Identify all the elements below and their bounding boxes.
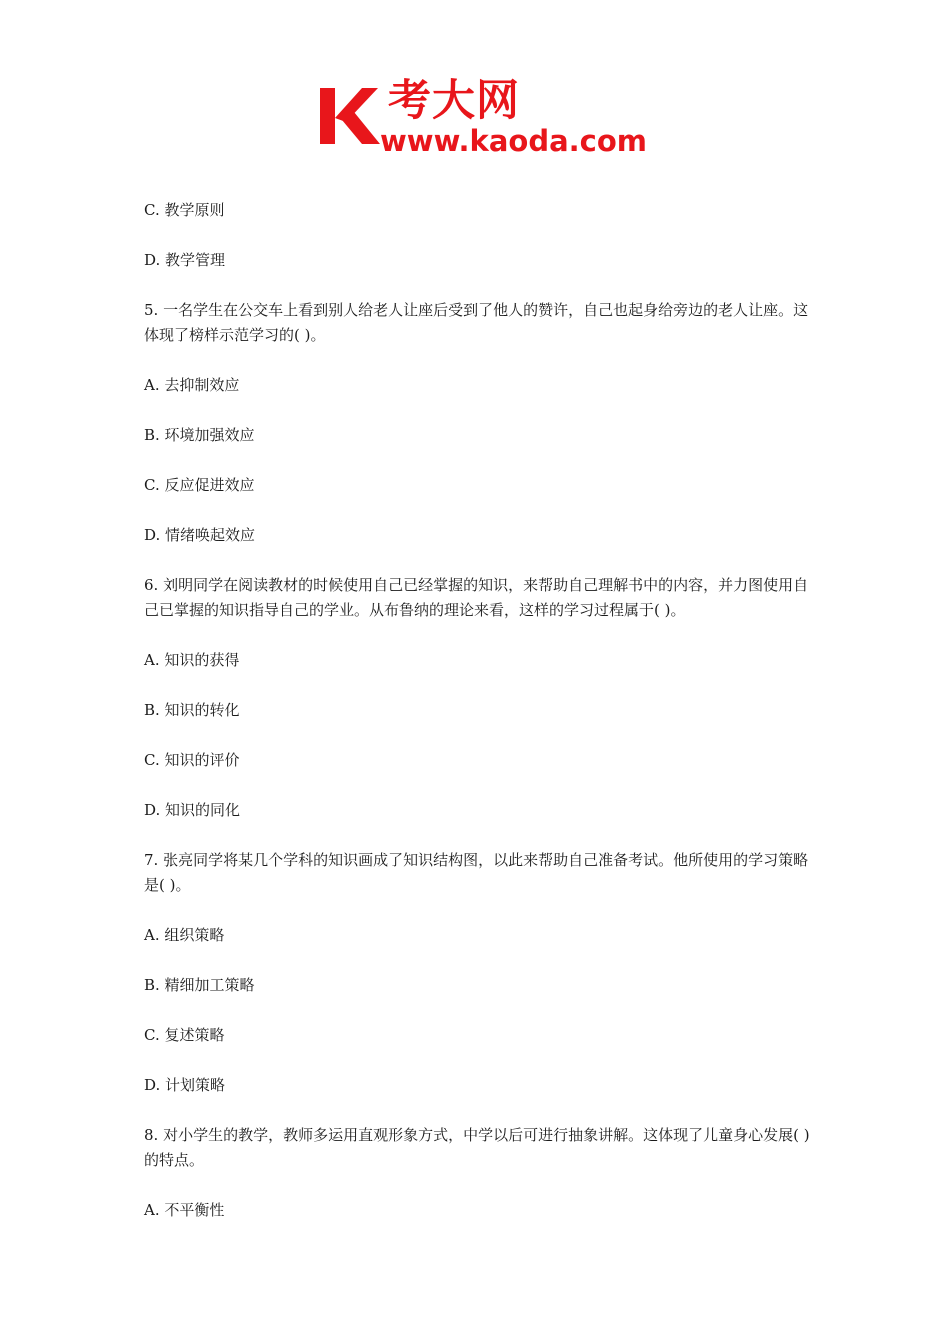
answer-option: A. 去抑制效应 (144, 376, 240, 394)
answer-option: A. 组织策略 (144, 926, 225, 944)
k-logo-icon (318, 84, 380, 148)
logo-brand-text: 考大网 (388, 76, 520, 126)
logo-url-text: www.kaoda.com (380, 124, 647, 158)
question-stem: 8. 对小学生的教学，教师多运用直观形象方式，中学以后可进行抽象讲解。这体现了儿童身心发展( )的特点。 (144, 1126, 810, 1169)
question-stem: 6. 刘明同学在阅读教材的时候使用自己已经掌握的知识，来帮助自己理解书中的内容，并力图使用自己已掌握的知识指导自己的学业。从布鲁纳的理论来看，这样的学习过程属于( )。 (144, 576, 809, 619)
answer-option: C. 知识的评价 (144, 751, 240, 769)
answer-option: C. 教学原则 (144, 201, 225, 219)
answer-option: B. 环境加强效应 (144, 426, 255, 444)
answer-option: B. 知识的转化 (144, 701, 240, 719)
question-stem: 5. 一名学生在公交车上看到别人给老人让座后受到了他人的赞许，自己也起身给旁边的老人让座。这体现了榜样示范学习的( )。 (144, 301, 809, 344)
kaoda-logo (318, 76, 647, 160)
answer-option: A. 知识的获得 (144, 651, 240, 669)
answer-option: D. 计划策略 (144, 1076, 226, 1094)
answer-option: A. 不平衡性 (144, 1201, 225, 1219)
answer-option: D. 情绪唤起效应 (144, 526, 256, 544)
answer-option: D. 教学管理 (144, 251, 226, 269)
answer-option: B. 精细加工策略 (144, 976, 255, 994)
document-body (144, 198, 814, 1248)
answer-option: C. 复述策略 (144, 1026, 225, 1044)
answer-option: C. 反应促进效应 (144, 476, 255, 494)
answer-option: D. 知识的同化 (144, 801, 241, 819)
question-stem: 7. 张亮同学将某几个学科的知识画成了知识结构图，以此来帮助自己准备考试。他所使用的学习策略是( )。 (144, 851, 809, 894)
